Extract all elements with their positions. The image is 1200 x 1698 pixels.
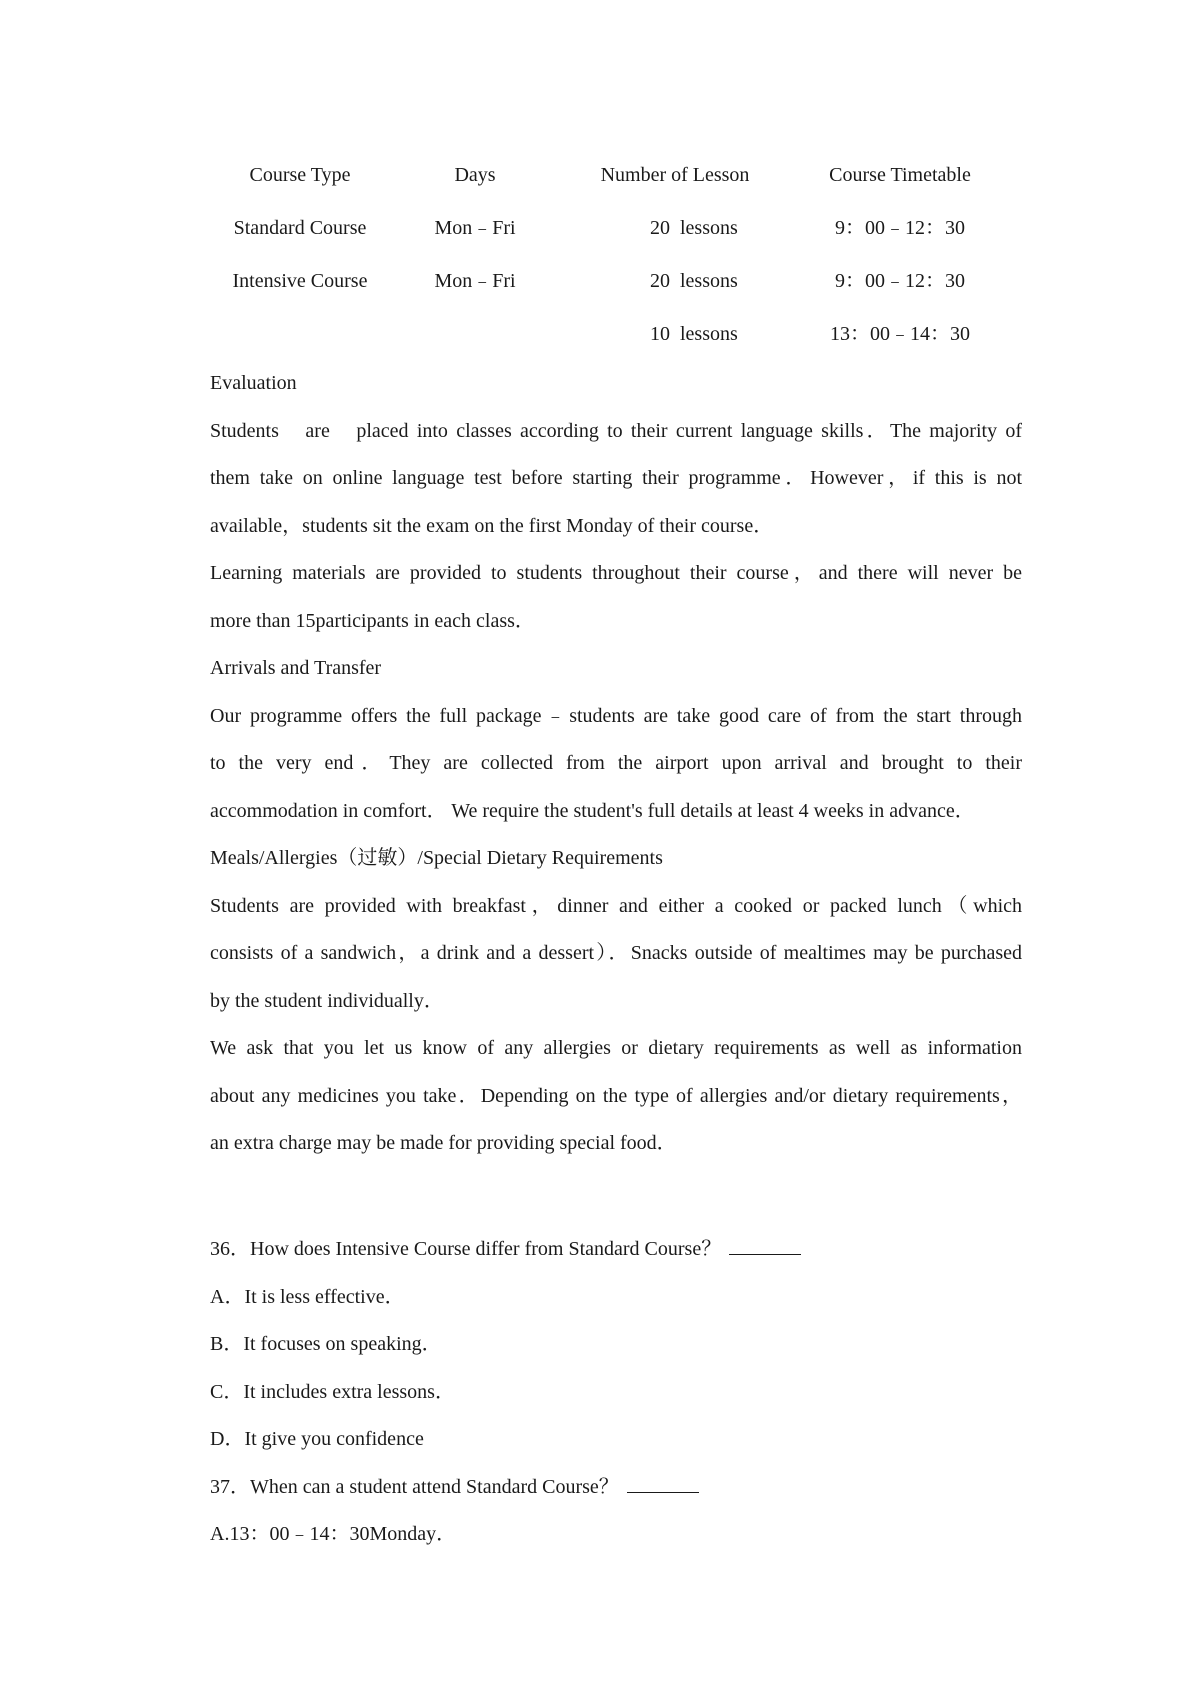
paragraph-line: to the very end．They are collected from the airport upon arrival and brought to their — [210, 752, 1022, 774]
question-36-option-c: C．It includes extra lessons． — [210, 1380, 455, 1403]
cell-course-time: 9：00﹣12：30 — [835, 217, 965, 239]
question-37-option-a: A.13：00﹣14：30Monday． — [210, 1523, 457, 1545]
question-36-stem: 36．How does Intensive Course differ from Standard Course？ — [210, 1238, 722, 1260]
header-course-type: Course Type — [249, 164, 351, 186]
section-heading-evaluation: Evaluation — [210, 372, 297, 394]
paragraph-line: Students are provided with breakfast，dinner and either a cooked or packed lunch（which — [210, 894, 1022, 917]
paragraph-line: available，students sit the exam on the first Monday of their course． — [210, 514, 774, 537]
question-36-option-d: D．It give you confidence — [210, 1428, 424, 1450]
questions-block — [210, 1226, 1022, 1559]
timetable-row-intensive-extra — [0, 319, 1200, 349]
paragraph-line: Our programme offers the full package﹣students are take good care of from the start through — [210, 704, 1022, 727]
section-heading-arrivals: Arrivals and Transfer — [210, 657, 382, 679]
header-course-timetable: Course Timetable — [829, 164, 971, 186]
question-37-stem: 37．When can a student attend Standard Course？ — [210, 1475, 619, 1498]
cell-course-time: 9：00﹣12：30 — [835, 270, 965, 292]
cell-lesson-unit: lessons — [680, 323, 738, 345]
paragraph-line: We ask that you let us know of any allergies or dietary requirements as well as information — [210, 1037, 1022, 1059]
cell-lesson-count: 10 — [650, 323, 670, 345]
paragraph-line: consists of a sandwich，a drink and a dessert）．Snacks outside of mealtimes may be purchased — [210, 942, 1022, 964]
paragraph-line: more than 15participants in each class． — [210, 609, 535, 632]
paragraph-line: Learning materials are provided to students throughout their course，and there will never be — [210, 562, 1022, 584]
cell-days: Mon﹣Fri — [434, 270, 516, 292]
timetable-row-standard — [0, 213, 1200, 243]
question-36-option-a: A．It is less effective． — [210, 1285, 405, 1308]
cell-days: Mon﹣Fri — [434, 217, 516, 239]
header-number-of-lesson: Number of Lesson — [600, 164, 750, 186]
paragraph-line: about any medicines you take．Depending on the type of allergies and/or dietary requirements， — [210, 1084, 1022, 1107]
cell-course-type: Standard Course — [233, 217, 367, 239]
header-days: Days — [454, 164, 496, 186]
paragraph-line: them take on online language test before starting their programme．However，if this is not — [210, 467, 1022, 489]
answer-blank[interactable] — [627, 1470, 699, 1493]
question-36-option-b: B．It focuses on speaking． — [210, 1333, 442, 1355]
paragraph-line: by the student individually． — [210, 989, 444, 1012]
timetable-row-intensive — [0, 266, 1200, 296]
paragraph-line: accommodation in comfort． We require the student's full details at least 4 weeks in advance． — [210, 799, 975, 822]
cell-course-time: 13：00﹣14：30 — [830, 323, 970, 345]
section-heading-meals: Meals/Allergies（过敏）/Special Dietary Requirements — [210, 847, 663, 869]
cell-course-type: Intensive Course — [232, 270, 368, 292]
question-37 — [210, 1464, 1022, 1512]
cell-lesson-unit: lessons — [680, 270, 738, 292]
cell-lesson-count: 20 — [650, 270, 670, 292]
paragraph-line: an extra charge may be made for providing special food． — [210, 1132, 677, 1154]
answer-blank[interactable] — [729, 1232, 801, 1255]
cell-lesson-count: 20 — [650, 217, 670, 239]
question-36 — [210, 1226, 1022, 1274]
passage-body — [210, 360, 1022, 1168]
timetable-header-row — [0, 160, 1200, 190]
cell-lesson-unit: lessons — [680, 217, 738, 239]
paragraph-line: Students are placed into classes according to their current language skills．The majority of — [210, 419, 1022, 442]
